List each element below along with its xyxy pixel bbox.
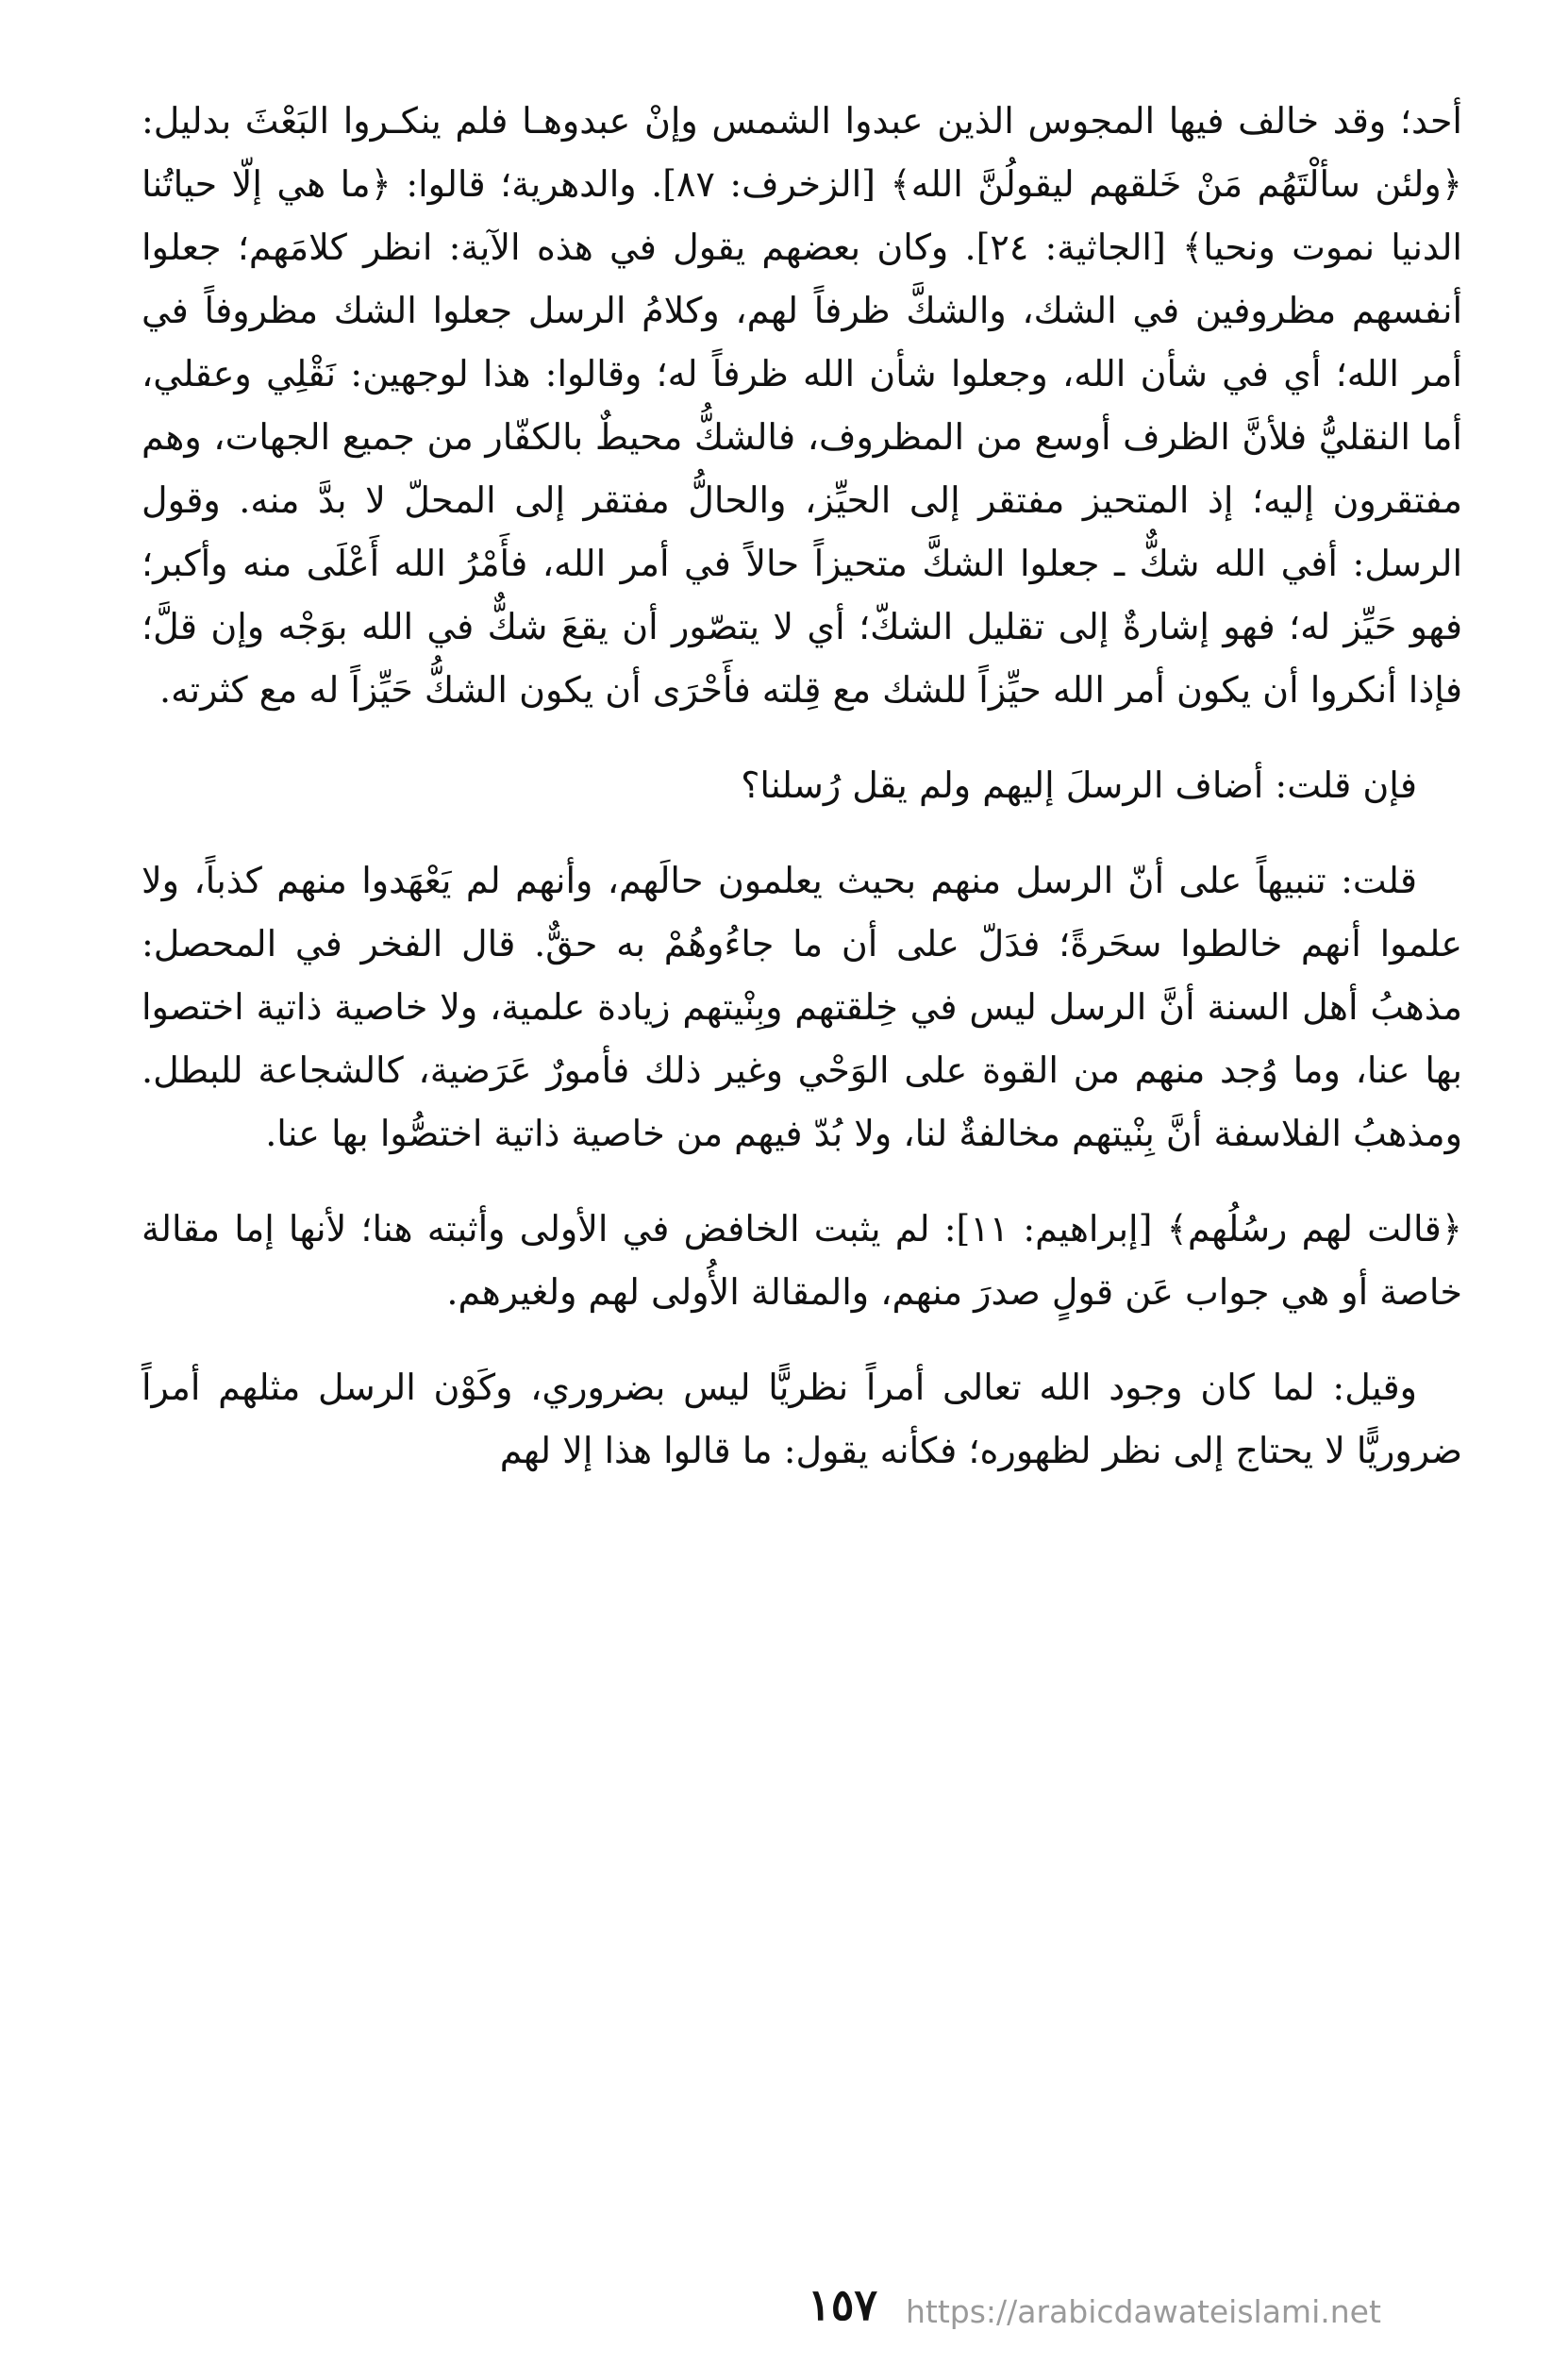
watermark-url: https://arabicdawateislami.net: [906, 2293, 1381, 2330]
paragraph-last: وقيل: لما كان وجود الله تعالى أمراً نظريًّا ليس بضروري، وكَوْن الرسل مثلهم أمراً ضروريًّا لا يحتاج إلى نظر لظهوره؛ فكأنه يقول: ما قالوا هذا إلا لهم: [142, 1367, 1462, 1471]
page-body: [142, 90, 1462, 1515]
paragraph-quran-verse: ﴿قالت لهم رسُلُهم﴾ [إبراهيم: ١١]: لم يثبت الخافض في الأولى وأثبته هنا؛ لأنها إما مقالة خاصة أو هي جواب عَن قولٍ صدرَ منهم، والمقالة الأُولى لهم ولغيرهم.: [142, 1208, 1462, 1313]
page-number: ١٥٧: [808, 2279, 878, 2330]
paragraph-continued-text: أحد؛ وقد خالف فيها المجوس الذين عبدوا الشمس وإنْ عبدوهـا فلم ينكـروا البَعْثَ بدليل: ﴿ولئن سألْتَهُم مَنْ خَلقهم ليقولُنَّ الله﴾ [الزخرف: ٨٧]. والدهرية؛ قالوا: ﴿ما هي إلّا حياتُنا الدنيا نموت ونحيا﴾ [الجاثية: ٢٤]. وكان بعضهم يقول في هذه الآية: انظر كلامَهم؛ جعلوا أنفسهم مظروفين في الشك، والشكَّ ظرفاً لهم، وكلامُ الرسل جعلوا الشك مظروفاً في أمر الله؛ أي في شأن الله، وجعلوا شأن الله ظرفاً له؛ وقالوا: هذا لوجهين: نَقْلِي وعقلي، أما النقليُّ فلأنَّ الظرف أوسع من المظروف، فالشكُّ محيطٌ بالكفّار من جميع الجهات، وهم مفتقرون إليه؛ إذ المتحيز مفتقر إلى الحيِّز، والحالُّ مفتقر إلى المحلّ لا بدَّ منه. وقول الرسل: أفي الله شكٌّ ـ جعلوا الشكَّ متحيزاً حالاً في أمر الله، فأَمْرُ الله أَعْلَى منه وأكبر؛ فهو حَيِّز له؛ فهو إشارةٌ إلى تقليل الشكّ؛ أي لا يتصّور أن يقعَ شكٌّ في الله بوَجْه وإن قلَّ؛ فإذا أنكروا أن يكون أمر الله حيِّزاً للشك مع قِلته فأَحْرَى أن يكون الشكُّ حَيِّزاً له مع كثرته.: [142, 100, 1462, 711]
paragraph-answer: قلت: تنبيهاً على أنّ الرسل منهم بحيث يعلمون حالَهم، وأنهم لم يَعْهَدوا منهم كذباً، ولا علموا أنهم خالطوا سحَرةً؛ فدَلّ على أن ما جاءُوهُمْ به حقٌّ. قال الفخر في المحصل: مذهبُ أهل السنة أنَّ الرسل ليس في خِلقتهم وبِنْيتهم زيادة علمية، ولا خاصية ذاتية اختصوا بها عنا، وما وُجد منهم من القوة على الوَحْي وغير ذلك فأمورٌ عَرَضية، كالشجاعة للبطل. ومذهبُ الفلاسفة أنَّ بِنْيتهم مخالفةٌ لنا، ولا بُدّ فيهم من خاصية ذاتية اختصُّوا بها عنا.: [142, 860, 1462, 1154]
paragraph-question: فإن قلت: أضاف الرسلَ إليهم ولم يقل رُسلنا؟: [741, 764, 1417, 806]
